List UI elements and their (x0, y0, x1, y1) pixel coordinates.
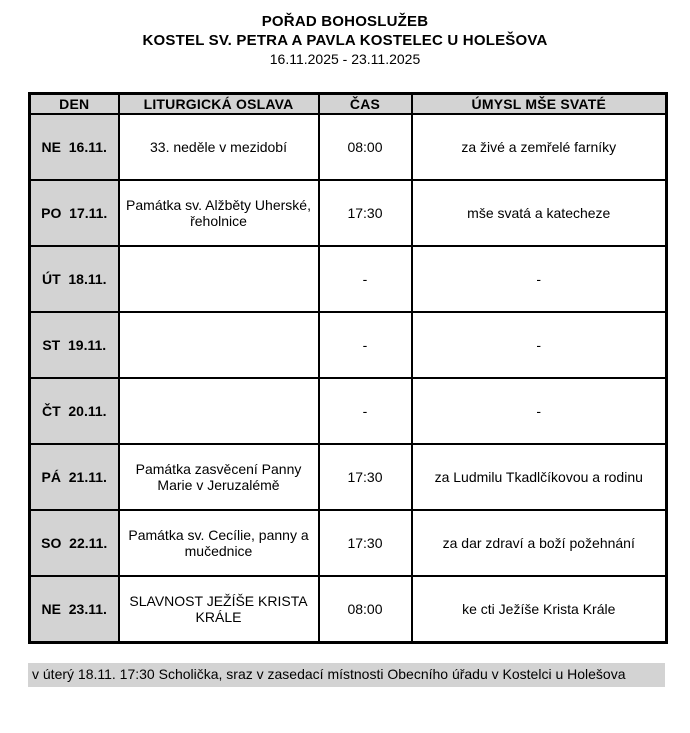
intention-cell: - (412, 378, 667, 444)
time-cell: - (319, 312, 412, 378)
day-cell: PÁ 21.11. (30, 444, 119, 510)
date-range: 16.11.2025 - 23.11.2025 (269, 51, 421, 67)
column-header-time: ČAS (319, 94, 412, 115)
day-cell: ÚT 18.11. (30, 246, 119, 312)
celebration-cell: SLAVNOST JEŽÍŠE KRISTA KRÁLE (119, 576, 319, 642)
time-cell: - (319, 246, 412, 312)
table-row (30, 180, 667, 246)
intention-cell: - (412, 246, 667, 312)
table-row (30, 576, 667, 642)
intention-cell: za dar zdraví a boží požehnání (412, 510, 667, 576)
time-cell: 08:00 (319, 576, 412, 642)
time-cell: 17:30 (319, 510, 412, 576)
schedule-table (28, 92, 668, 644)
column-header-day: DEN (30, 94, 119, 115)
table-row (30, 114, 667, 180)
intention-cell: - (412, 312, 667, 378)
church-name: KOSTEL SV. PETRA A PAVLA KOSTELEC U HOLEŠOVA (142, 32, 548, 49)
document-header (0, 0, 690, 69)
day-cell: ST 19.11. (30, 312, 119, 378)
table-header-row (30, 94, 667, 115)
celebration-cell: Památka zasvěcení Panny Marie v Jeruzalémě (119, 444, 319, 510)
day-cell: SO 22.11. (30, 510, 119, 576)
intention-cell: ke cti Ježíše Krista Krále (412, 576, 667, 642)
time-cell: 17:30 (319, 180, 412, 246)
footer-note: v úterý 18.11. 17:30 Scholička, sraz v zasedací místnosti Obecního úřadu v Kostelci u Holešova (28, 663, 665, 687)
table-row (30, 246, 667, 312)
day-cell: NE 16.11. (30, 114, 119, 180)
intention-cell: mše svatá a katecheze (412, 180, 667, 246)
celebration-cell (119, 246, 319, 312)
column-header-celebration: LITURGICKÁ OSLAVA (119, 94, 319, 115)
table-row (30, 312, 667, 378)
celebration-cell (119, 312, 319, 378)
time-cell: - (319, 378, 412, 444)
time-cell: 08:00 (319, 114, 412, 180)
celebration-cell: Památka sv. Cecílie, panny a mučednice (119, 510, 319, 576)
time-cell: 17:30 (319, 444, 412, 510)
celebration-cell (119, 378, 319, 444)
column-header-intention: ÚMYSL MŠE SVATÉ (412, 94, 667, 115)
table-row (30, 510, 667, 576)
celebration-cell: Památka sv. Alžběty Uherské, řeholnice (119, 180, 319, 246)
intention-cell: za živé a zemřelé farníky (412, 114, 667, 180)
page-title: POŘAD BOHOSLUŽEB (261, 13, 429, 30)
day-cell: ČT 20.11. (30, 378, 119, 444)
celebration-cell: 33. neděle v mezidobí (119, 114, 319, 180)
table-row (30, 378, 667, 444)
day-cell: PO 17.11. (30, 180, 119, 246)
table-row (30, 444, 667, 510)
intention-cell: za Ludmilu Tkadlčíkovou a rodinu (412, 444, 667, 510)
day-cell: NE 23.11. (30, 576, 119, 642)
